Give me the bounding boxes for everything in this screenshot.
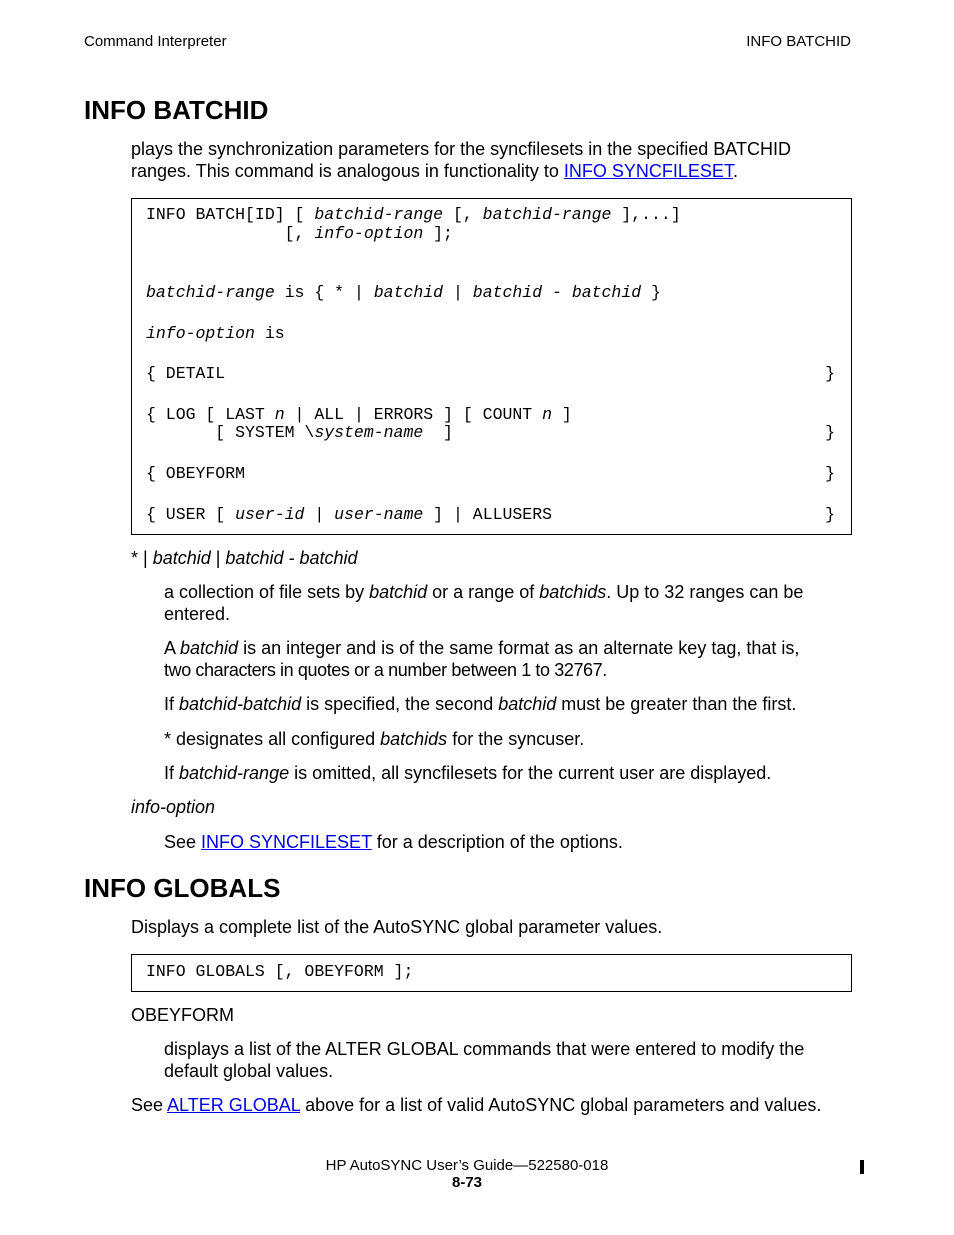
alter-global-link[interactable]: ALTER GLOBAL <box>167 1095 301 1115</box>
syntax-brace-detail: } <box>825 364 835 383</box>
section-title-info-globals: INFO GLOBALS <box>84 873 281 903</box>
desc-collection-line-2: entered. <box>164 604 231 624</box>
globals-intro: Displays a complete list of the AutoSYNC global parameter values. <box>131 917 663 937</box>
change-bar <box>860 1160 864 1174</box>
syntax-brace-obeyform: } <box>825 464 835 483</box>
info-syncfileset-link[interactable]: INFO SYNCFILESET <box>563 161 733 181</box>
syntax-box-info-globals <box>131 954 852 992</box>
desc-asterisk: * designates all configured batchids for the syncuser. <box>164 729 585 749</box>
term-batchid: * | batchid | batchid - batchid <box>131 548 358 568</box>
desc-info-option: See INFO SYNCFILESET for a description of the options. <box>164 832 623 852</box>
syntax-line-info-option: info-option is <box>146 324 285 343</box>
syntax-line-user: { USER [ user-id | user-name ] | ALLUSERS <box>146 505 553 524</box>
info-syncfileset-link-2[interactable]: INFO SYNCFILESET <box>201 832 372 852</box>
syntax-line-obeyform: { OBEYFORM <box>146 464 246 483</box>
term-info-option: info-option <box>131 797 216 817</box>
syntax-brace-user: } <box>825 505 835 524</box>
syntax-line-log: { LOG [ LAST n | ALL | ERRORS ] [ COUNT n ] <box>146 405 572 424</box>
page-number: 8-73 <box>451 1174 483 1191</box>
intro-line-1: plays the synchronization parameters for the syncfilesets in the specified BATCHID <box>131 139 791 159</box>
see-alter-global: See ALTER GLOBAL above for a list of valid AutoSYNC global parameters and values. <box>131 1095 822 1115</box>
desc-integer-line-2: two characters in quotes or a number between 1 to 32767. <box>164 660 607 680</box>
syntax-line-detail: { DETAIL <box>146 364 226 383</box>
syntax-brace-log: } <box>825 423 835 442</box>
desc-obeyform-line-1: displays a list of the ALTER GLOBAL commands that were entered to modify the <box>164 1039 805 1059</box>
syntax-line-system: [ SYSTEM \system-name ] <box>146 423 453 442</box>
section-title-info-batchid: INFO BATCHID <box>84 95 269 125</box>
running-header-left: Command Interpreter <box>84 33 227 50</box>
syntax-box-info-batchid <box>131 198 852 535</box>
intro-line-2: ranges. This command is analogous in functionality to INFO SYNCFILESET. <box>131 161 738 181</box>
syntax-line-1: INFO BATCH[ID] [ batchid-range [, batchid-range ],...] <box>146 205 681 224</box>
desc-range-order: If batchid-batchid is specified, the second batchid must be greater than the first. <box>164 694 797 714</box>
desc-integer-line-1: A batchid is an integer and is of the same format as an alternate key tag, that is, <box>164 638 800 658</box>
syntax-line-2: [, info-option ]; <box>146 224 453 243</box>
desc-omitted: If batchid-range is omitted, all syncfilesets for the current user are displayed. <box>164 763 772 783</box>
running-header-right: INFO BATCHID <box>746 33 851 50</box>
desc-obeyform-line-2: default global values. <box>164 1061 334 1081</box>
globals-syntax-line: INFO GLOBALS [, OBEYFORM ]; <box>146 962 414 981</box>
footer-title: HP AutoSYNC User’s Guide—522580-018 <box>325 1157 609 1174</box>
desc-collection-line-1: a collection of file sets by batchid or a range of batchids. Up to 32 ranges can be <box>164 582 804 602</box>
syntax-line-batchid-range: batchid-range is { * | batchid | batchid - batchid } <box>146 283 661 302</box>
term-obeyform: OBEYFORM <box>131 1005 235 1025</box>
